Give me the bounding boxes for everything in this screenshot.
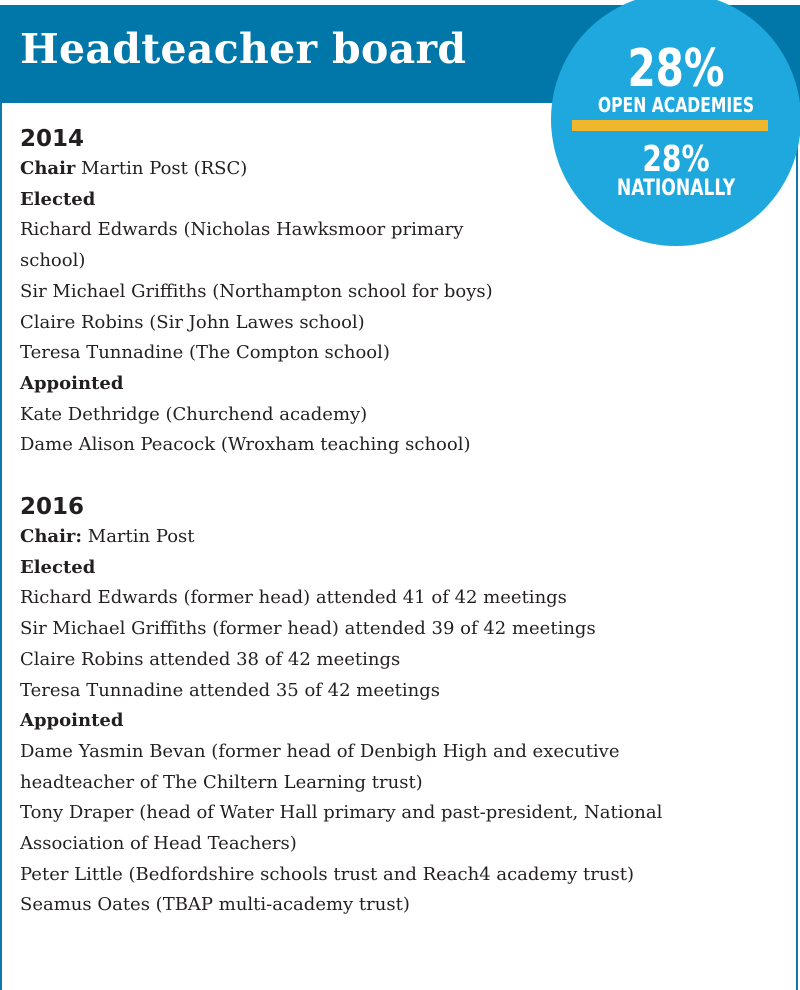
year-heading-2016: 2016 [20,494,85,521]
stat-label-nationally: NATIONALLY [616,176,736,201]
list-item: Richard Edwards (Nicholas Hawksmoor primary school) [20,219,464,272]
list-item: Claire Robins (Sir John Lawes school) [20,311,365,333]
appointed-heading-2014: Appointed [20,372,124,394]
elected-heading-2016: Elected [20,556,96,578]
chair-line-2016 [20,522,720,553]
list-item: Kate Dethridge (Churchend academy) [20,403,368,425]
list-item: Tony Draper (head of Water Hall primary and past-president, National [20,802,663,824]
chair-label: Chair [20,158,76,179]
list-item: Sir Michael Griffiths (former head) attended 39 of 42 meetings [20,618,596,640]
chair-line-2014 [20,154,720,185]
stat-label-open-academies: OPEN ACADEMIES [597,93,755,117]
chair-label: Chair: [20,526,83,548]
elected-heading-2014: Elected [20,188,96,210]
list-item: Seamus Oates (TBAP multi-academy trust) [20,894,410,916]
year-heading-2014: 2014 [20,126,85,152]
list-item: Teresa Tunnadine (The Compton school) [20,342,390,364]
board-content [20,124,720,921]
section-spacer [20,461,720,492]
list-item: Association of Head Teachers) [20,833,297,855]
list-item: Claire Robins attended 38 of 42 meetings [20,648,401,670]
list-item: Teresa Tunnadine attended 35 of 42 meetings [20,679,441,701]
list-item: Peter Little (Bedfordshire schools trust and Reach4 academy trust) [20,863,634,885]
page-title: Headteacher board [20,25,467,73]
appointed-heading-2016: Appointed [20,710,124,732]
stat-value-open-academies: 28% [627,39,725,99]
list-item: Richard Edwards (former head) attended 41 of 42 meetings [20,587,567,609]
chair-name: Martin Post (RSC) [75,158,248,179]
list-item: Dame Alison Peacock (Wroxham teaching school) [20,434,471,456]
list-item: Sir Michael Griffiths (Northampton school for boys) [20,280,493,302]
list-item: headteacher of The Chiltern Learning trust) [20,771,423,793]
stat-value-nationally: 28% [642,139,710,180]
chair-name: Martin Post [82,526,195,548]
list-item: Dame Yasmin Bevan (former head of Denbigh High and executive [20,740,620,762]
